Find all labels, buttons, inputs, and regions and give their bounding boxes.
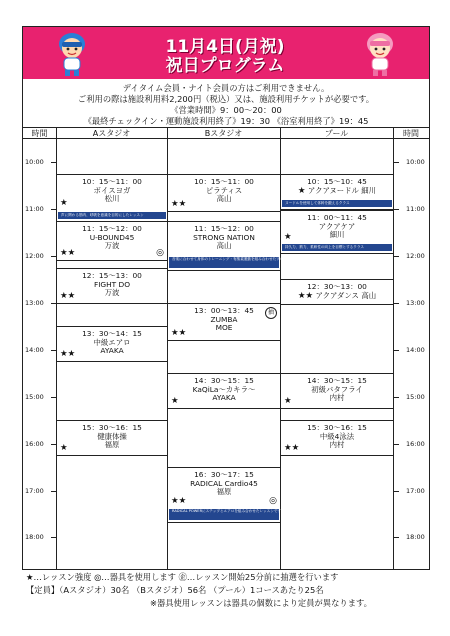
hour-tick [51,491,56,492]
lesson-b-strong-nation [168,221,295,271]
time-label: 14:00 [25,346,44,354]
intensity-stars: ★ [284,396,292,406]
lesson-instructor: 高山 [216,241,232,251]
lesson-pool-aqua-noodle [281,174,393,210]
lesson-instructor: 福原 [216,487,232,497]
intensity-stars: ★ [60,443,68,453]
lesson-time: 10：15～10：45 [307,177,367,186]
hour-tick [51,444,56,445]
time-label: 16:00 [406,440,425,448]
lesson-name: STRONG NATION [193,232,255,242]
lesson-a-health-exercise [57,420,167,456]
lesson-name: ZUMBA [210,314,238,324]
time-label: 18:00 [406,533,425,541]
hour-tick [394,256,399,257]
grid-line [393,128,394,569]
intensity-stars: ★★ [171,496,187,506]
lesson-time: 15：30～16：15 [307,423,367,432]
intensity-stars: ★ [171,396,179,406]
lesson-instructor: 高山 [361,290,377,300]
hour-tick [51,303,56,304]
time-label: 14:00 [406,346,425,354]
hour-tick [51,256,56,257]
lesson-time: 10：15～11：00 [194,177,254,186]
lesson-name: アクアケア [318,221,356,231]
lesson-a-aerobics [57,326,167,362]
lesson-name: 中級エアロ [93,337,131,347]
lesson-instructor: AYAKA [100,346,124,356]
lesson-time: 11：15～12：00 [194,224,254,233]
intensity-stars: ★★ [297,290,314,301]
lesson-name: KaQiLa～カキラ～ [192,384,256,394]
lesson-time: 11：00～11：45 [307,213,367,222]
lesson-instructor: MOE [215,323,233,333]
hour-tick [51,397,56,398]
hour-tick [51,209,56,210]
hour-tick [394,397,399,398]
column-header-pool: プール [280,128,393,139]
lesson-instructor: 高山 [216,194,232,204]
time-label: 10:00 [406,158,425,166]
time-label: 15:00 [406,393,425,401]
note-membership: デイタイム会員・ナイト会員の方はご利用できません。 [122,83,330,93]
lesson-instructor: 万波 [104,241,120,251]
hour-tick [394,537,399,538]
lesson-name: 健康体操 [97,431,127,441]
column-header-studio-b: Bスタジオ [167,128,280,139]
lesson-b-zumba [168,303,280,341]
time-label: 13:00 [25,299,44,307]
lesson-a-voice-yoga [57,174,167,222]
intensity-stars: ★ [60,198,68,208]
time-label: 12:00 [25,252,44,260]
boy-mascot-icon [52,30,92,78]
lesson-time: 13：30～14：15 [82,329,142,338]
legend-equipment-note: ※器具使用レッスンは器具の個数により定員が異なります。 [150,598,372,608]
lesson-name: ボイスヨガ [93,185,131,195]
lesson-time: 12：30～13：00 [307,282,367,291]
hour-tick [394,162,399,163]
lesson-description: 音楽に合わせて身体のトレーニング・有酸素運動を組み合わせたプログラム [169,257,279,268]
legend-symbols: ★…レッスン強度 ◎…器具を使用します ㊭…レッスン開始25分前に抽選を行います [26,572,339,582]
column-header-time-right: 時間 [393,128,429,139]
note-last-checkin: 《最終チェックイン・運動施設利用終了》19：30 《浴室利用終了》19：45 [83,116,369,126]
time-label: 12:00 [406,252,425,260]
time-label: 10:00 [25,158,44,166]
equipment-icon: ◎ [269,496,277,506]
lesson-name: RADICAL Cardio45 [190,478,258,488]
lesson-pool-four-strokes [281,420,393,456]
legend-capacity: 【定員】（Aスタジオ）30名 （Bスタジオ）56名 （プール）1コースあたり25名 [26,585,324,595]
page-subtitle: 祝日プログラム [165,56,285,76]
hour-tick [394,350,399,351]
lesson-pool-butterfly [281,373,393,409]
lesson-name: 初級バタフライ [311,384,363,394]
lesson-instructor: 細川 [329,230,345,240]
intensity-stars: ★★ [60,349,76,359]
hour-tick [394,303,399,304]
lesson-instructor: 万波 [104,288,120,298]
lesson-a-u-bound [57,221,167,261]
lesson-b-radical-cardio [168,467,289,523]
lesson-instructor: 内村 [329,440,345,450]
note-hours: 《営業時間》9：00～20：00 [170,105,282,115]
lesson-b-pilates [168,174,280,212]
page-title: 11月4日(月祝) [165,37,285,57]
lesson-time: 12：15～13：00 [82,271,142,280]
girl-mascot-icon [360,30,400,78]
lesson-time: 16：30～17：15 [194,470,254,479]
time-label: 13:00 [406,299,425,307]
lesson-name: アクアダンス [315,290,359,300]
equipment-icon: ◎ [156,248,164,258]
lesson-name: U-BOUND45 [89,232,135,242]
lesson-pool-aqua-dance [281,279,393,305]
intensity-stars: ★★ [60,291,76,301]
lesson-time: 15：30～16：15 [82,423,142,432]
intensity-stars: ★★ [171,199,187,209]
lesson-instructor: 福原 [104,440,120,450]
time-label: 15:00 [25,393,44,401]
lesson-instructor: 細川 [361,185,377,195]
lesson-time: 13：00～13：45 [194,306,254,315]
hour-tick [394,209,399,210]
intensity-stars: ★★ [171,328,187,338]
lesson-description: 声に関わる筋肉、呼吸を意識を目的にしたレッスン [58,212,166,219]
lesson-name: 中級4泳法 [319,431,355,441]
time-label: 17:00 [25,487,44,495]
time-label: 16:00 [25,440,44,448]
time-label: 17:00 [406,487,425,495]
note-fee: ご利用の際は施設利用料2,200円（税込）又は、施設利用チケットが必要です。 [77,94,375,104]
lesson-name: アクアヌードル [307,185,359,195]
lesson-time: 10：15～11：00 [82,177,142,186]
time-label: 11:00 [406,205,425,213]
lesson-time: 14：30～15：15 [307,376,367,385]
lesson-description: ヌードルを使用して体幹を鍛えるクラス [282,200,392,207]
lesson-b-kaqila [168,373,280,409]
lesson-description: RADICAL POWERにステップとエアロを組み合わせたレッスンです！！ [169,509,279,520]
intensity-stars: ★ [284,232,292,242]
lesson-instructor: 内村 [329,393,345,403]
hour-tick [51,162,56,163]
header-top-line [23,127,429,128]
lesson-a-fight-do [57,268,167,304]
lesson-instructor: AYAKA [212,393,236,403]
intensity-stars: ★★ [284,443,300,453]
hour-tick [394,444,399,445]
column-header-time-left: 時間 [23,128,56,139]
hour-tick [394,491,399,492]
hour-tick [51,350,56,351]
lesson-instructor: 松川 [104,194,120,204]
intensity-stars: ★★ [60,248,76,258]
lesson-name: FIGHT DO [93,279,131,289]
lottery-icon: 抽 [265,307,277,319]
hour-tick [51,537,56,538]
time-label: 18:00 [25,533,44,541]
time-label: 11:00 [25,205,44,213]
lesson-description: 持久力、筋力、柔軟性の向上を目標とするクラス [282,244,392,251]
column-header-studio-a: Aスタジオ [56,128,167,139]
lesson-time: 14：30～15：15 [194,376,254,385]
intensity-stars: ★ [297,185,306,196]
lesson-name: ピラティス [205,185,243,195]
lesson-pool-aqua-care [281,210,393,254]
lesson-time: 11：15～12：00 [82,224,142,233]
